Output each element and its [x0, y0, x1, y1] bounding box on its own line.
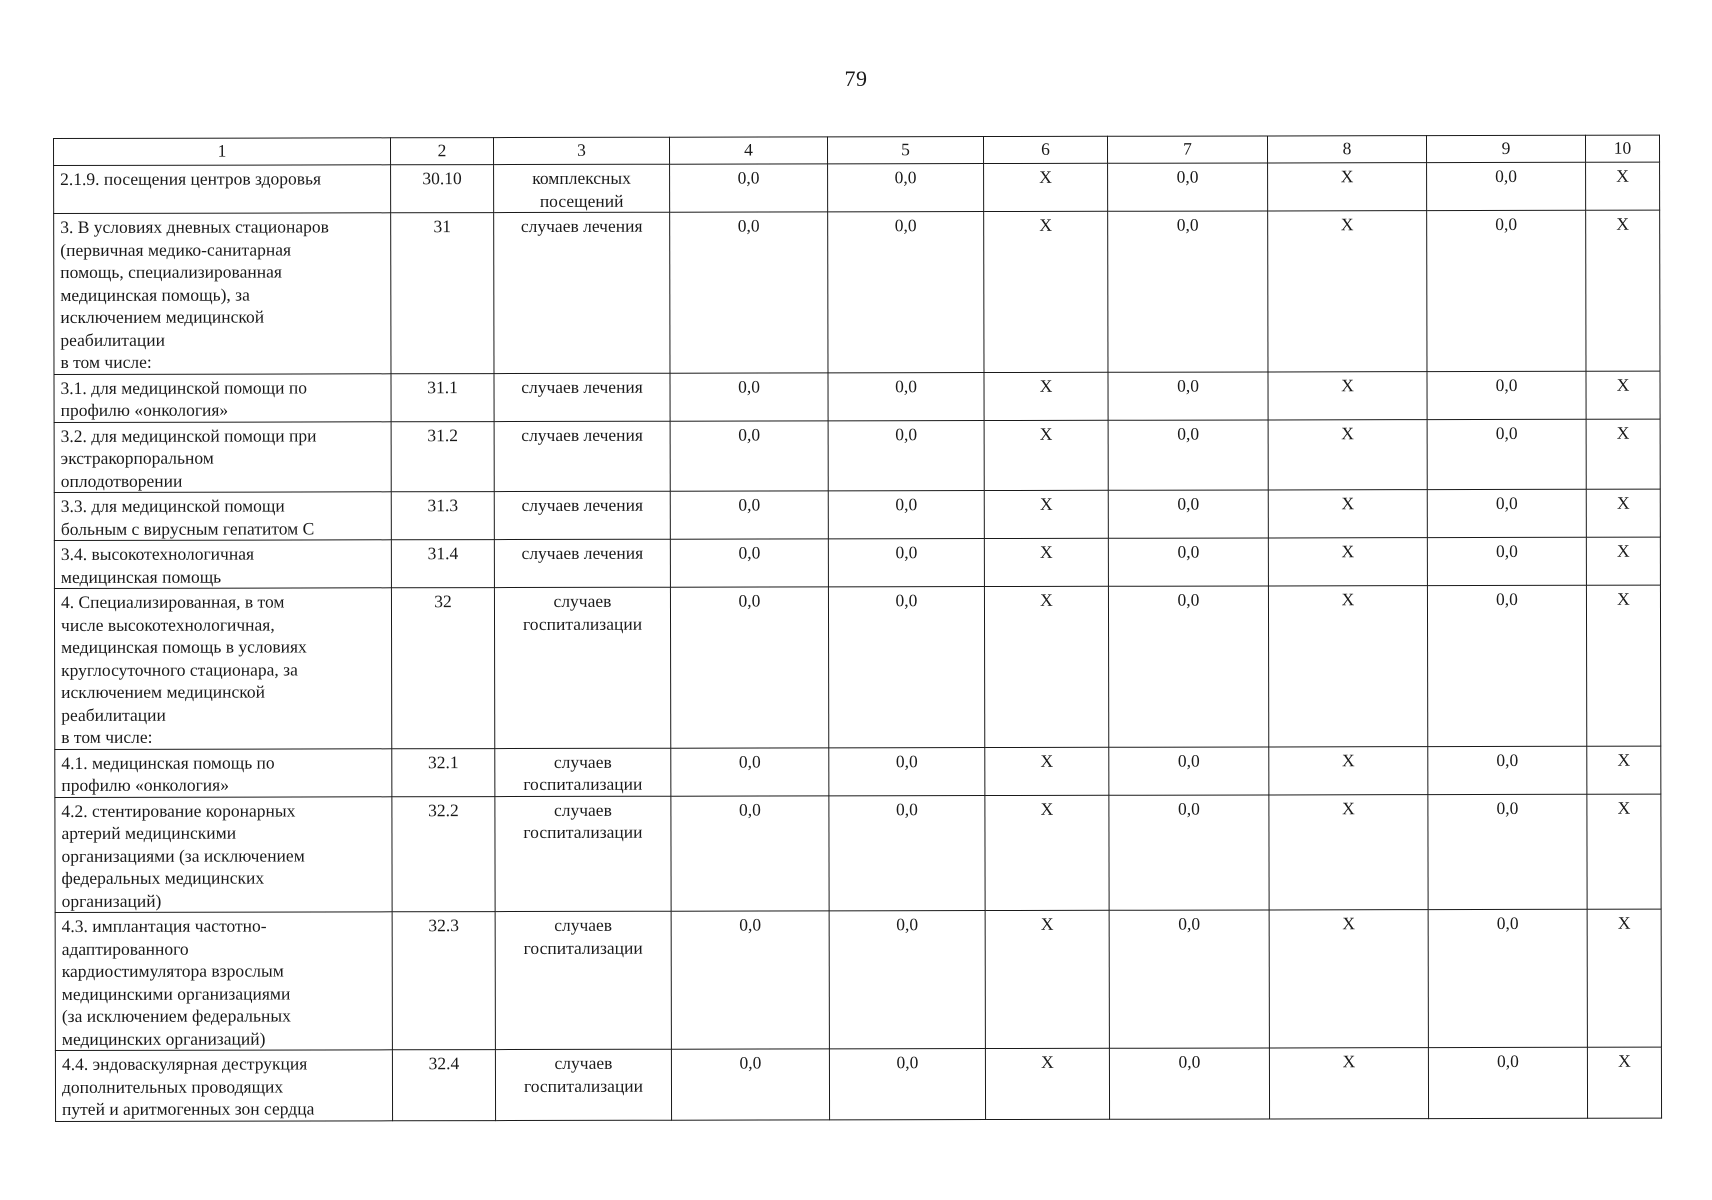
row-name-cell: 3.4. высокотехнологичная медицинская помощь	[54, 540, 391, 589]
value-cell-col9: 0,0	[1427, 419, 1586, 490]
value-cell-col6: Х	[984, 586, 1108, 747]
value-cell-col7: 0,0	[1108, 371, 1268, 419]
value-cell-col10: Х	[1586, 537, 1660, 585]
value-cell-col4: 0,0	[670, 420, 828, 491]
row-name-cell: 4.1. медицинская помощь по профилю «онкология»	[55, 748, 392, 797]
row-name-cell: 3.2. для медицинской помощи при экстракорпоральном оплодотворении	[54, 421, 391, 492]
value-cell-col8: Х	[1268, 586, 1427, 747]
value-cell-col5: 0,0	[829, 747, 985, 795]
table-row	[55, 909, 1661, 1050]
row-unit-cell: случаев госпитализации	[494, 587, 670, 748]
value-cell-col10: Х	[1586, 371, 1660, 419]
table-row	[55, 1047, 1661, 1121]
row-name-cell: 2.1.9. посещения центров здоровья	[54, 165, 391, 214]
value-cell-col7: 0,0	[1108, 163, 1268, 211]
value-cell-col8: Х	[1269, 746, 1428, 794]
value-cell-col4: 0,0	[670, 491, 828, 539]
value-cell-col10: Х	[1586, 162, 1660, 210]
value-cell-col5: 0,0	[829, 795, 985, 911]
value-cell-col9: 0,0	[1428, 746, 1587, 794]
column-header-9: 9	[1426, 135, 1585, 162]
value-cell-col5: 0,0	[828, 372, 984, 420]
value-cell-col10: Х	[1586, 419, 1660, 490]
value-cell-col5: 0,0	[828, 164, 984, 212]
value-cell-col4: 0,0	[671, 911, 829, 1049]
row-unit-cell: случаев лечения	[494, 491, 670, 539]
row-code-cell: 32.1	[392, 748, 495, 796]
value-cell-col9: 0,0	[1427, 537, 1586, 585]
value-cell-col7: 0,0	[1109, 910, 1269, 1048]
value-cell-col5: 0,0	[828, 420, 984, 491]
column-header-2: 2	[391, 138, 494, 165]
row-code-cell: 32.3	[392, 912, 495, 1050]
row-unit-cell: случаев госпитализации	[495, 796, 671, 912]
value-cell-col6: Х	[984, 372, 1108, 420]
row-code-cell: 31.2	[391, 421, 494, 492]
row-code-cell: 32.2	[392, 796, 495, 912]
row-unit-cell: комплексных посещений	[494, 164, 670, 212]
value-cell-col4: 0,0	[670, 372, 828, 420]
column-header-7: 7	[1107, 136, 1267, 163]
column-header-5: 5	[827, 137, 983, 164]
value-cell-col5: 0,0	[828, 212, 984, 373]
row-unit-cell: случаев госпитализации	[495, 911, 671, 1049]
value-cell-col5: 0,0	[829, 1049, 985, 1120]
page-number: 79	[844, 66, 868, 91]
value-cell-col4: 0,0	[671, 747, 829, 795]
table-row	[54, 585, 1660, 749]
value-cell-col6: Х	[984, 163, 1108, 211]
row-name-cell: 3.1. для медицинской помощи по профилю «онкология»	[54, 373, 391, 422]
value-cell-col7: 0,0	[1108, 211, 1268, 372]
value-cell-col9: 0,0	[1428, 1047, 1587, 1118]
value-cell-col9: 0,0	[1428, 909, 1587, 1047]
value-cell-col9: 0,0	[1427, 489, 1586, 537]
table-row	[55, 794, 1661, 913]
value-cell-col8: Х	[1268, 538, 1427, 586]
row-code-cell: 31.1	[391, 373, 494, 421]
table-row	[54, 489, 1660, 540]
document-sheet	[53, 135, 1661, 1122]
row-name-cell: 3. В условиях дневных стационаров (первичная медико-санитарная помощь, специализированная медицинская помощь), за исключением медицинской реабилитации в том числе:	[54, 213, 391, 374]
row-unit-cell: случаев лечения	[494, 373, 670, 421]
value-cell-col7: 0,0	[1108, 419, 1268, 490]
row-code-cell: 32.4	[392, 1050, 495, 1121]
value-cell-col6: Х	[985, 795, 1109, 911]
column-header-3: 3	[494, 137, 670, 164]
value-cell-col10: Х	[1587, 909, 1661, 1047]
row-name-cell: 4.2. стентирование коронарных артерий медицинскими организациями (за исключением федеральных медицинских организаций)	[55, 796, 392, 912]
row-unit-cell: случаев госпитализации	[495, 1049, 671, 1120]
row-code-cell: 32	[391, 588, 494, 749]
value-cell-col8: Х	[1268, 211, 1427, 372]
value-cell-col9: 0,0	[1428, 794, 1587, 910]
table-row	[54, 210, 1660, 374]
column-header-4: 4	[669, 137, 827, 164]
value-cell-col9: 0,0	[1427, 585, 1586, 746]
value-cell-col7: 0,0	[1109, 1048, 1269, 1119]
column-header-1: 1	[54, 138, 391, 166]
value-cell-col8: Х	[1268, 371, 1427, 419]
header-row	[54, 135, 1660, 165]
row-unit-cell: случаев лечения	[494, 212, 670, 373]
value-cell-col10: Х	[1587, 794, 1661, 910]
value-cell-col5: 0,0	[828, 587, 984, 748]
value-cell-col9: 0,0	[1427, 210, 1586, 371]
value-cell-col8: Х	[1269, 1048, 1428, 1119]
value-cell-col5: 0,0	[829, 911, 985, 1049]
row-unit-cell: случаев лечения	[494, 421, 670, 492]
value-cell-col5: 0,0	[828, 491, 984, 539]
value-cell-col8: Х	[1268, 419, 1427, 490]
value-cell-col6: Х	[984, 211, 1108, 372]
row-unit-cell: случаев лечения	[494, 539, 670, 587]
row-code-cell: 30.10	[391, 165, 494, 213]
value-cell-col6: Х	[984, 538, 1108, 586]
value-cell-col10: Х	[1586, 489, 1660, 537]
value-cell-col10: Х	[1586, 210, 1660, 371]
value-cell-col7: 0,0	[1109, 746, 1269, 794]
value-cell-col4: 0,0	[670, 539, 828, 587]
table-row	[54, 371, 1660, 422]
value-cell-col7: 0,0	[1109, 794, 1269, 910]
value-cell-col9: 0,0	[1427, 162, 1586, 210]
value-cell-col4: 0,0	[670, 587, 828, 748]
data-table	[53, 135, 1662, 1122]
value-cell-col4: 0,0	[670, 164, 828, 212]
row-code-cell: 31	[391, 213, 494, 374]
value-cell-col7: 0,0	[1108, 586, 1268, 747]
value-cell-col4: 0,0	[670, 212, 828, 373]
value-cell-col6: Х	[985, 747, 1109, 795]
value-cell-col6: Х	[985, 910, 1109, 1048]
table-body	[54, 162, 1662, 1121]
value-cell-col7: 0,0	[1108, 490, 1268, 538]
column-header-8: 8	[1267, 136, 1426, 163]
table-row	[54, 162, 1660, 213]
column-header-10: 10	[1585, 135, 1659, 162]
row-code-cell: 31.4	[391, 540, 494, 588]
value-cell-col8: Х	[1268, 490, 1427, 538]
value-cell-col4: 0,0	[671, 1049, 829, 1120]
table-row	[55, 746, 1661, 797]
value-cell-col7: 0,0	[1108, 538, 1268, 586]
value-cell-col8: Х	[1269, 910, 1428, 1048]
value-cell-col10: Х	[1587, 1047, 1661, 1118]
column-header-6: 6	[983, 136, 1107, 163]
table-row	[54, 537, 1660, 588]
value-cell-col9: 0,0	[1427, 371, 1586, 419]
value-cell-col6: Х	[984, 420, 1108, 491]
value-cell-col5: 0,0	[828, 539, 984, 587]
row-name-cell: 4. Специализированная, в том числе высокотехнологичная, медицинская помощь в условиях круглосуточного стационара, за исключением медицинской реабилитации в том числе:	[54, 588, 391, 749]
value-cell-col4: 0,0	[671, 795, 829, 911]
value-cell-col6: Х	[984, 490, 1108, 538]
value-cell-col10: Х	[1586, 585, 1660, 746]
value-cell-col10: Х	[1587, 746, 1661, 794]
value-cell-col6: Х	[985, 1048, 1109, 1119]
row-name-cell: 4.3. имплантация частотно- адаптированного кардиостимулятора взрослым медицинскими организациями (за исключением федеральных медицинских организаций)	[55, 912, 392, 1051]
table-row	[54, 419, 1660, 493]
value-cell-col8: Х	[1268, 163, 1427, 211]
row-code-cell: 31.3	[391, 492, 494, 540]
row-unit-cell: случаев госпитализации	[495, 748, 671, 796]
row-name-cell: 3.3. для медицинской помощи больным с вирусным гепатитом С	[54, 492, 391, 541]
value-cell-col8: Х	[1269, 794, 1428, 910]
row-name-cell: 4.4. эндоваскулярная деструкция дополнительных проводящих путей и аритмогенных зон сердца	[55, 1050, 392, 1121]
